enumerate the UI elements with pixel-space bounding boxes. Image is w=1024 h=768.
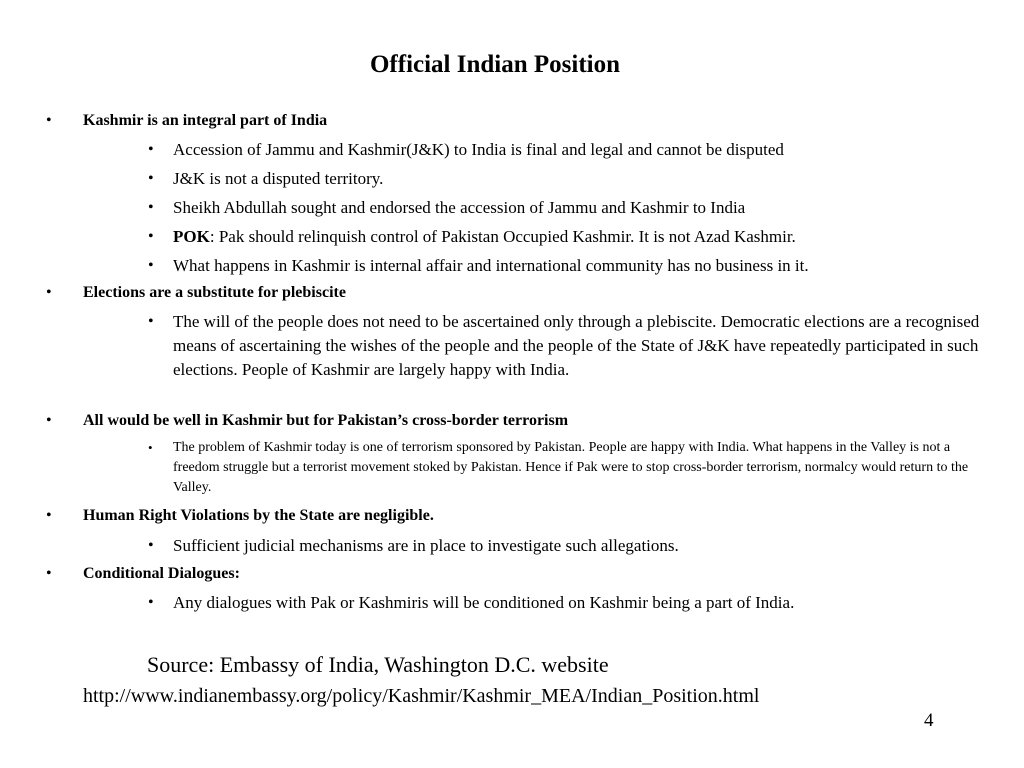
item-text-rest: : Pak should relinquish control of Pakistan Occupied Kashmir. It is not Azad Kashmir. bbox=[209, 227, 796, 246]
section-heading: Human Right Violations by the State are negligible. bbox=[83, 507, 434, 524]
page-title: Official Indian Position bbox=[369, 51, 621, 78]
item-bullet: • bbox=[148, 257, 154, 274]
section-bullet: • bbox=[46, 284, 52, 301]
item-bullet: • bbox=[148, 313, 154, 330]
section-bullet: • bbox=[46, 565, 52, 582]
item-text: The problem of Kashmir today is one of terrorism sponsored by Pakistan. People are happy with India. What happens in the Valley is not a freedom struggle but a terrorist movement stoked by Pakistan. Hence if Pak were to stop cross-border terrorism, normalcy would return to the Valley. bbox=[173, 440, 969, 495]
item-text: Sheikh Abdullah sought and endorsed the accession of Jammu and Kashmir to India bbox=[173, 198, 746, 217]
item-text: Sufficient judicial mechanisms are in place to investigate such allegations. bbox=[173, 536, 679, 555]
item-bullet: • bbox=[148, 440, 153, 455]
item-text bbox=[173, 225, 980, 249]
item-bullet: • bbox=[148, 228, 154, 245]
item-text: J&K is not a disputed territory. bbox=[173, 169, 384, 188]
item-bullet: • bbox=[148, 170, 154, 187]
section-heading: All would be well in Kashmir but for Pakistan’s cross-border terrorism bbox=[83, 412, 569, 429]
item-bullet: • bbox=[148, 537, 154, 554]
item-text: Accession of Jammu and Kashmir(J&K) to India is final and legal and cannot be disputed bbox=[173, 140, 784, 159]
section-bullet: • bbox=[46, 112, 52, 129]
item-bullet: • bbox=[148, 141, 154, 158]
section-heading: Elections are a substitute for plebiscite bbox=[83, 284, 346, 301]
section-heading: Conditional Dialogues: bbox=[83, 565, 240, 582]
item-bullet: • bbox=[148, 199, 154, 216]
item-bullet: • bbox=[148, 594, 154, 611]
item-text: What happens in Kashmir is internal affair and international community has no business in it. bbox=[173, 256, 809, 275]
section-bullet: • bbox=[46, 412, 52, 429]
source-url: http://www.indianembassy.org/policy/Kashmir/Kashmir_MEA/Indian_Position.html bbox=[83, 685, 760, 707]
item-text: Any dialogues with Pak or Kashmiris will be conditioned on Kashmir being a part of India. bbox=[173, 593, 795, 612]
item-bold-prefix: POK bbox=[173, 227, 210, 246]
page-number: 4 bbox=[924, 710, 934, 731]
section-bullet: • bbox=[46, 507, 52, 524]
section-heading: Kashmir is an integral part of India bbox=[83, 112, 328, 129]
item-text: The will of the people does not need to be ascertained only through a plebiscite. Democratic elections are a recognised means of ascertaining the wishes of the people and the people of the State of J&K have repeatedly participated in such elections. People of Kashmir are largely happy with India. bbox=[173, 312, 980, 379]
source-caption: Source: Embassy of India, Washington D.C. website bbox=[147, 652, 609, 677]
